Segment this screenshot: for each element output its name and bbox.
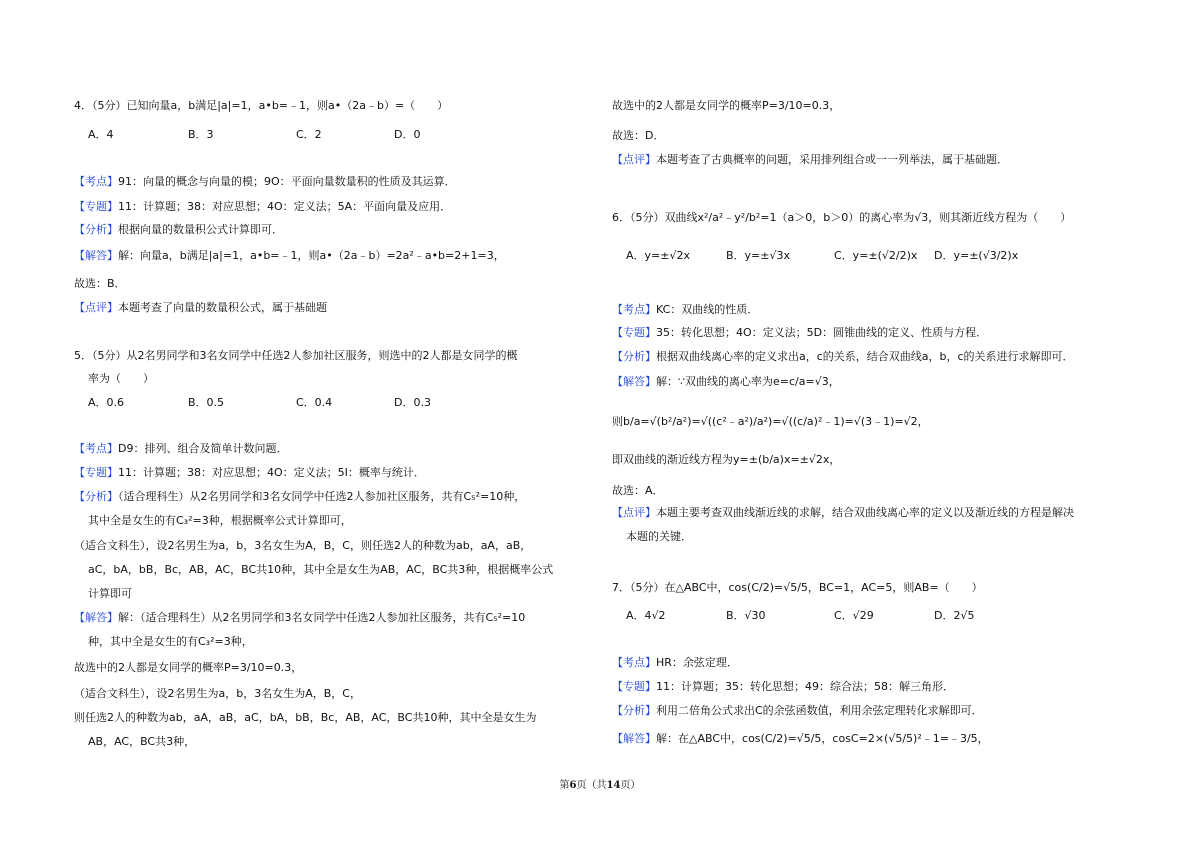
q5-fenxi-text: （适合理科生）从2名男同学和3名女同学中任选2人参加社区服务，共有C₅²=10种，	[118, 490, 526, 503]
q6-answer: 故选：A．	[612, 484, 664, 497]
q6-dianping-line2: 本题的关键．	[626, 530, 692, 543]
fenxi-label: 【分析】	[612, 704, 656, 717]
q5-zhuanti-text: 11：计算题；38：对应思想；4O：定义法；5I：概率与统计．	[118, 466, 425, 479]
kaodian-label: 【考点】	[612, 303, 656, 316]
q6-jieda-line1	[612, 374, 840, 390]
dianping-label: 【点评】	[612, 506, 656, 519]
zhuanti-label: 【专题】	[612, 326, 656, 339]
q5-kaodian	[74, 441, 287, 457]
q4-fenxi-text: 根据向量的数量积公式计算即可．	[118, 223, 283, 236]
q6-option-c: C．y=±(√2/2)x	[834, 249, 918, 262]
q4-option-b: B．3	[188, 128, 214, 141]
q6-option-a: A．y=±√2x	[626, 249, 690, 262]
footer-mid: 页（共	[576, 780, 607, 791]
q6-jieda-line3: 即双曲线的渐近线方程为y=±(b/a)x=±√2x，	[612, 453, 841, 466]
q7-option-b: B．√30	[726, 609, 766, 622]
q5-jieda-text: 解：（适合理科生）从2名男同学和3名女同学中任选2人参加社区服务，共有C₅²=10	[118, 611, 526, 624]
footer-suffix: 页）	[620, 780, 641, 791]
left-column	[74, 0, 614, 848]
q5-option-a: A．0.6	[88, 396, 125, 409]
q4-dianping-text: 本题考查了向量的数量积公式，属于基础题	[118, 301, 327, 314]
q5-option-b: B．0.5	[188, 396, 225, 409]
q5-option-d: D．0.3	[394, 396, 431, 409]
q7-zhuanti-text: 11：计算题；35：转化思想；49：综合法；58：解三角形．	[656, 680, 954, 693]
q4-answer: 故选：B．	[74, 277, 126, 290]
q5-fenxi-line4: aC，bA，bB，Bc，AB，AC，BC共10种，其中全是女生为AB，AC，BC共3种，根据概率公式	[88, 563, 554, 576]
jieda-label: 【解答】	[74, 249, 118, 262]
q4-jieda-text: 解：向量a，b满足|a|=1，a•b=﹣1，则a•（2a﹣b）=2a²﹣a•b=2+1=3，	[118, 249, 505, 262]
fenxi-label: 【分析】	[74, 490, 118, 503]
zhuanti-label: 【专题】	[612, 680, 656, 693]
q6-option-d: D．y=±(√3/2)x	[934, 249, 1019, 262]
q5-dianping-text: 本题考查了古典概率的问题，采用排列组合或一一列举法，属于基础题．	[656, 153, 1008, 166]
q4-option-d: D．0	[394, 128, 421, 141]
q4-zhuanti-text: 11：计算题；38：对应思想；4O：定义法；5A：平面向量及应用．	[118, 200, 452, 213]
q7-fenxi-text: 利用二倍角公式求出C的余弦函数值，利用余弦定理转化求解即可．	[656, 704, 983, 717]
kaodian-label: 【考点】	[612, 656, 656, 669]
jieda-label: 【解答】	[612, 732, 656, 745]
q4-kaodian-text: 91：向量的概念与向量的模；9O：平面向量数量积的性质及其运算．	[118, 175, 456, 188]
q7-fenxi	[612, 703, 983, 719]
q6-dianping-text: 本题主要考查双曲线渐近线的求解，结合双曲线离心率的定义以及渐近线的方程是解决	[656, 506, 1074, 519]
q5-stem-line2: 率为（ ）	[88, 372, 154, 385]
dianping-label: 【点评】	[612, 153, 656, 166]
q4-option-c: C．2	[296, 128, 322, 141]
footer-total-pages: 14	[606, 780, 621, 791]
page-footer	[0, 776, 1200, 791]
q5-fenxi-line2: 其中全是女生的有C₃²=3种，根据概率公式计算即可，	[88, 514, 352, 527]
q4-kaodian	[74, 174, 456, 190]
q6-zhuanti	[612, 325, 987, 341]
q7-option-a: A．4√2	[626, 609, 666, 622]
kaodian-label: 【考点】	[74, 175, 118, 188]
q6-zhuanti-text: 35：转化思想；4O：定义法；5D：圆锥曲线的定义、性质与方程．	[656, 326, 988, 339]
q7-jieda-text: 解：在△ABC中，cos(C/2)=√5/5，cosC=2×(√5/5)²﹣1=﹣3/5，	[656, 732, 989, 745]
q7-option-d: D．2√5	[934, 609, 975, 622]
q7-jieda	[612, 731, 989, 747]
q5-jieda-line3: 故选中的2人都是女同学的概率P=3/10=0.3，	[74, 661, 303, 674]
q5-zhuanti	[74, 465, 425, 481]
q6-stem: 6．（5分）双曲线x²/a²﹣y²/b²=1（a＞0，b＞0）的离心率为√3，则其渐近线方程为（ ）	[612, 211, 1072, 224]
q7-kaodian-text: HR：余弦定理．	[656, 656, 738, 669]
kaodian-label: 【考点】	[74, 442, 118, 455]
dianping-label: 【点评】	[74, 301, 118, 314]
q6-kaodian	[612, 302, 758, 318]
q5-dianping	[612, 152, 1008, 168]
q5-jieda-line6: AB，AC，BC共3种，	[88, 735, 196, 748]
q5-jieda-line4: （适合文科生），设2名男生为a，b，3名女生为A，B，C，	[74, 687, 361, 700]
zhuanti-label: 【专题】	[74, 200, 118, 213]
fenxi-label: 【分析】	[612, 350, 656, 363]
q4-stem: 4．（5分）已知向量a，b满足|a|=1，a•b=﹣1，则a•（2a﹣b）=（ ）	[74, 99, 449, 112]
right-column	[612, 0, 1152, 848]
q6-fenxi	[612, 349, 1074, 365]
zhuanti-label: 【专题】	[74, 466, 118, 479]
q5-jieda-line1	[74, 610, 525, 626]
q4-dianping	[74, 300, 327, 316]
q5-stem-line1: 5．（5分）从2名男同学和3名女同学中任选2人参加社区服务，则选中的2人都是女同学的概	[74, 349, 518, 362]
q6-jieda-line2: 则b/a=√(b²/a²)=√((c²﹣a²)/a²)=√((c/a)²﹣1)=√(3﹣1)=√2，	[612, 415, 929, 428]
q5-jieda-line2: 种，其中全是女生的有C₃²=3种，	[88, 635, 253, 648]
q7-kaodian	[612, 655, 738, 671]
q4-zhuanti	[74, 199, 451, 215]
q5-fenxi-line3: （适合文科生），设2名男生为a，b，3名女生为A，B，C，则任选2人的种数为ab，aA，aB，	[74, 539, 532, 552]
footer-prefix: 第	[559, 780, 570, 791]
q5-jieda-line5: 则任选2人的种数为ab，aA，aB，aC，bA，bB，Bc，AB，AC，BC共10种，其中全是女生为	[74, 711, 537, 724]
jieda-label: 【解答】	[74, 611, 118, 624]
q7-stem: 7．（5分）在△ABC中，cos(C/2)=√5/5，BC=1，AC=5，则AB=（ ）	[612, 581, 983, 594]
q6-option-b: B．y=±√3x	[726, 249, 791, 262]
fenxi-label: 【分析】	[74, 223, 118, 236]
q6-kaodian-text: KC：双曲线的性质．	[656, 303, 759, 316]
q6-dianping-line1	[612, 505, 1074, 521]
q6-fenxi-text: 根据双曲线离心率的定义求出a，c的关系，结合双曲线a，b，c的关系进行求解即可．	[656, 350, 1074, 363]
q4-fenxi	[74, 222, 283, 238]
q4-option-a: A．4	[88, 128, 114, 141]
q5-fenxi-line5: 计算即可	[88, 587, 132, 600]
q4-jieda	[74, 248, 505, 264]
q5-fenxi-line1	[74, 489, 525, 505]
q7-zhuanti	[612, 679, 954, 695]
footer-page-number: 6	[569, 780, 577, 791]
jieda-label: 【解答】	[612, 375, 656, 388]
q5-continued-prob: 故选中的2人都是女同学的概率P=3/10=0.3，	[612, 99, 841, 112]
q7-option-c: C．√29	[834, 609, 874, 622]
q6-jieda-text: 解：∵双曲线的离心率为e=c/a=√3，	[656, 375, 840, 388]
q5-option-c: C．0.4	[296, 396, 333, 409]
q5-answer: 故选：D．	[612, 129, 665, 142]
q5-kaodian-text: D9：排列、组合及简单计数问题．	[118, 442, 288, 455]
